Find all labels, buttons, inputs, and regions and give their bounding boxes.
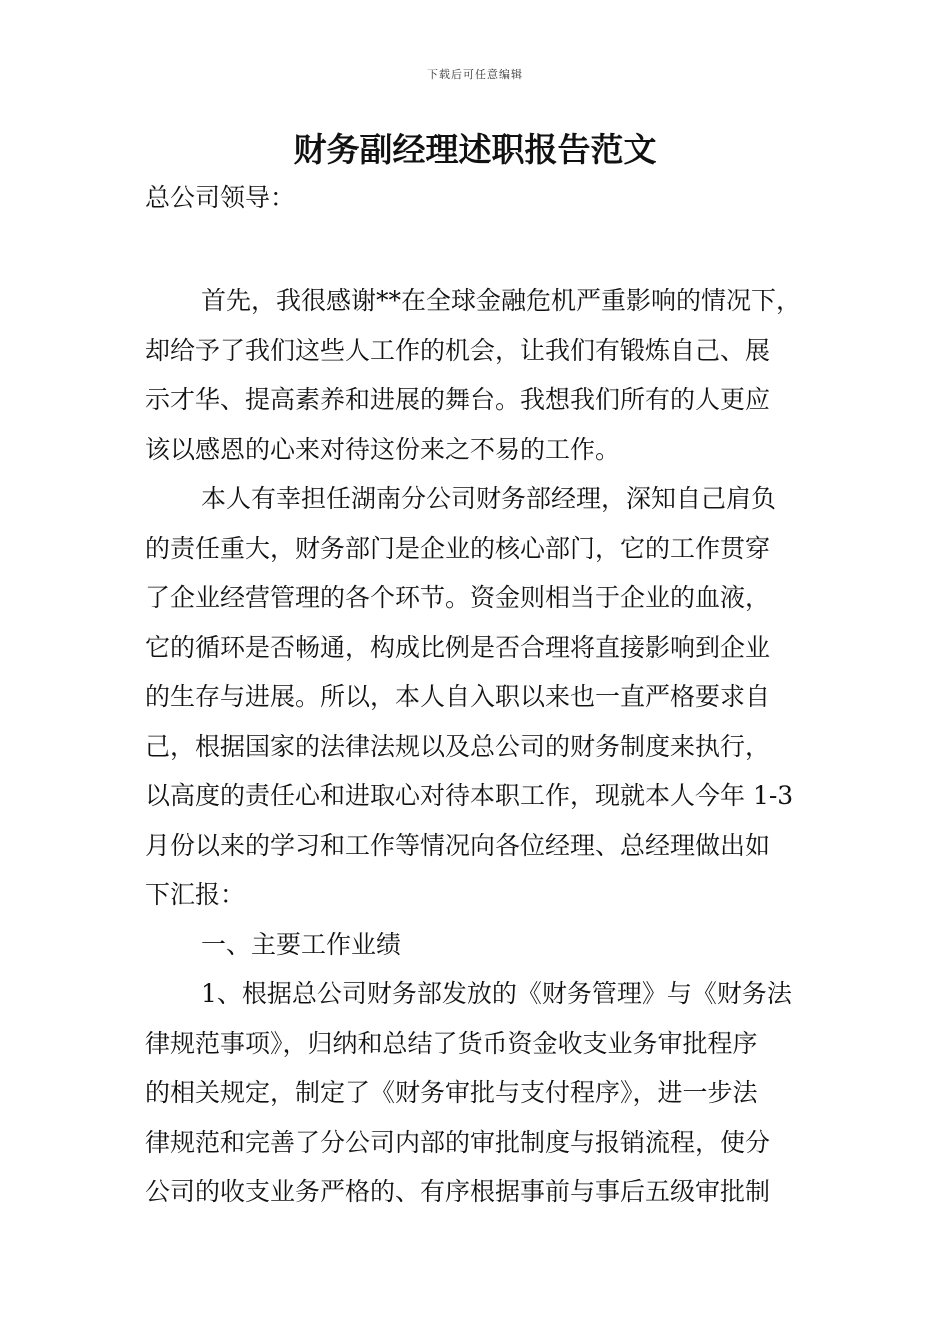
paragraph-line: 的生存与进展。所以，本人自入职以来也一直严格要求自 (145, 682, 771, 711)
paragraph-line: 1、根据总公司财务部发放的《财务管理》与《财务法 (201, 979, 792, 1008)
salutation: 总公司领导： (145, 183, 296, 212)
paragraph-line: 己，根据国家的法律法规以及总公司的财务制度来执行， (145, 731, 771, 761)
paragraph-line: 示才华、提高素养和进展的舞台。我想我们所有的人更应 (145, 385, 771, 414)
paragraph-line: 该以感恩的心来对待这份来之不易的工作。 (145, 434, 621, 464)
paragraph-line: 它的循环是否畅通，构成比例是否合理将直接影响到企业 (145, 632, 771, 662)
paragraph-line: 公司的收支业务严格的、有序根据事前与事后五级审批制 (145, 1177, 771, 1206)
paragraph-line: 以高度的责任心和进取心对待本职工作，现就本人今年 1-3 (145, 781, 794, 810)
paragraph-line: 的责任重大，财务部门是企业的核心部门，它的工作贯穿 (145, 533, 771, 563)
document-title: 财务副经理述职报告范文 (293, 130, 657, 169)
paragraph-line: 首先，我很感谢**在全球金融危机严重影响的情况下， (201, 286, 802, 315)
paragraph-line: 律规范事项》，归纳和总结了货币资金收支业务审批程序 (145, 1028, 758, 1058)
paragraph-line: 却给予了我们这些人工作的机会，让我们有锻炼自己、展 (145, 335, 771, 365)
paragraph-line: 下汇报： (145, 880, 246, 909)
header-note: 下载后可任意编辑 (427, 68, 523, 81)
paragraph-line: 本人有幸担任湖南分公司财务部经理，深知自己肩负 (201, 484, 777, 513)
document-body (145, 281, 810, 1222)
section-heading: 一、主要工作业绩 (201, 929, 402, 959)
paragraph-line: 律规范和完善了分公司内部的审批制度与报销流程，使分 (145, 1127, 771, 1157)
paragraph-line: 了企业经营管理的各个环节。资金则相当于企业的血液， (145, 583, 771, 612)
paragraph-line: 的相关规定，制定了《财务审批与支付程序》，进一步法 (145, 1078, 758, 1107)
paragraph-line: 月份以来的学习和工作等情况向各位经理、总经理做出如 (145, 830, 771, 860)
